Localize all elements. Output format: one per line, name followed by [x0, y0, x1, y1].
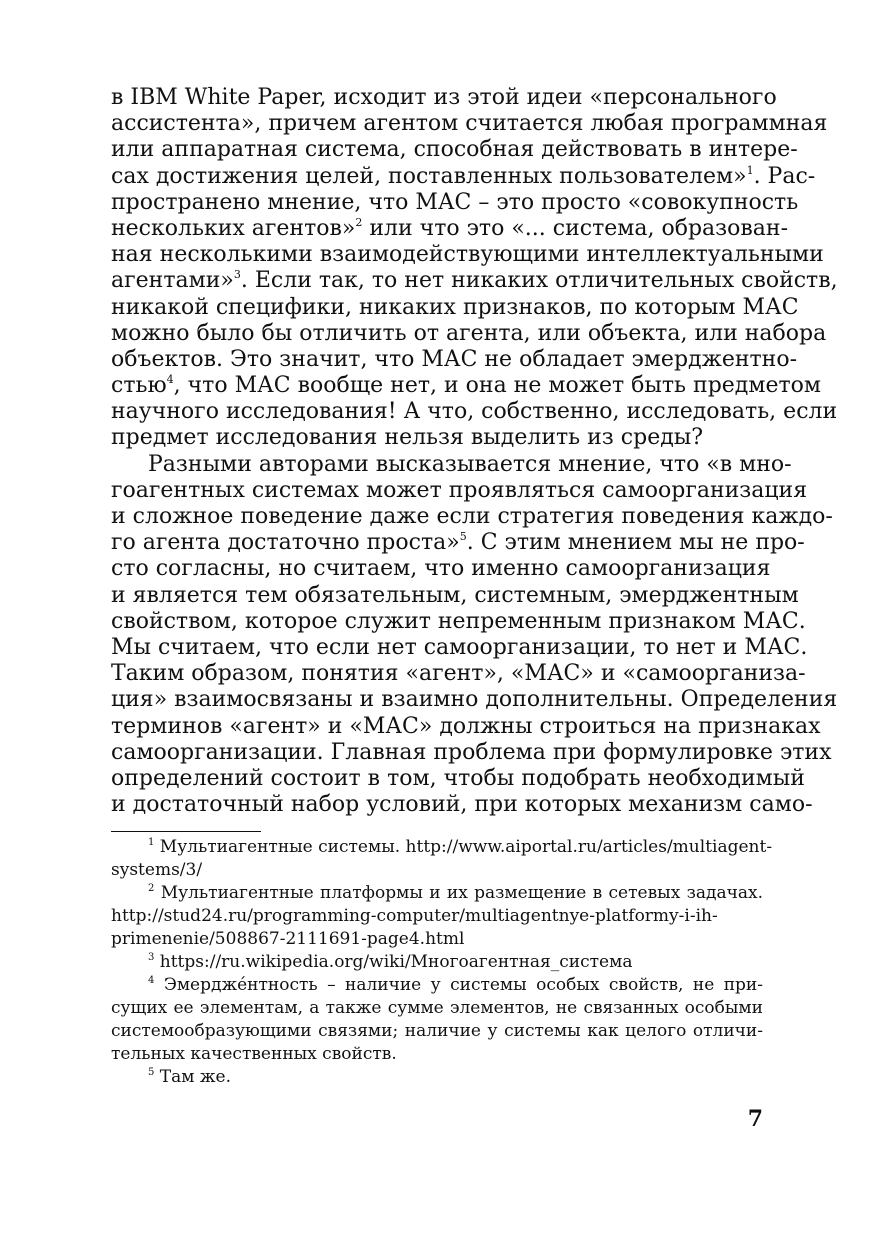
text-line	[111, 268, 838, 294]
footnote-number: 3	[148, 952, 155, 963]
text-line: можно было бы отличить от агента, или объекта, или набора	[111, 320, 827, 346]
text-line: терминов «агент» и «МАС» должны строиться на признаках	[111, 713, 821, 739]
page-number: 7	[747, 1106, 763, 1132]
text-line	[111, 373, 822, 399]
text-run: или что это «... система, образован-	[362, 215, 789, 241]
text-run: стью	[111, 373, 167, 399]
text-line: самоорганизации. Главная проблема при формулировке этих	[111, 739, 832, 765]
footnote-separator	[111, 831, 261, 832]
text-line: ная несколькими взаимодействующими интеллектуальными	[111, 242, 824, 268]
text-line: Мы считаем, что если нет самоорганизации, то нет и МАС.	[111, 634, 808, 660]
footnote-5	[111, 1066, 763, 1089]
text-line: ция» взаимосвязаны и взаимно дополнительны. Определения	[111, 687, 838, 713]
footnote-text: Мультиагентные платформы и их размещение в сетевых задачах.	[160, 883, 763, 903]
footnote-1-cont: systems/3/	[111, 860, 203, 880]
text-run: , что МАС вообще нет, и она не может быть предметом	[173, 373, 822, 399]
footnote-text: Эмерджéнтность – наличие у системы особых свойств, не при-	[163, 975, 764, 995]
footnote-number: 4	[148, 975, 155, 986]
footnote-text: Мультиагентные системы. http://www.aiportal.ru/articles/multiagent-	[159, 837, 773, 857]
footnote-ref-2: 2	[355, 215, 363, 229]
text-line: или аппаратная система, способная действовать в интере-	[111, 137, 798, 163]
footnote-ref-4: 4	[166, 373, 174, 387]
text-line: в IBM White Paper, исходит из этой идеи «персонального	[111, 85, 777, 110]
footnote-4-cont: тельных качественных свойств.	[111, 1044, 397, 1064]
text-run: агентами»	[111, 268, 234, 294]
text-line: Разными авторами высказывается мнение, что «в мно-	[148, 451, 792, 477]
footnote-number: 1	[148, 837, 155, 848]
text-line	[111, 215, 789, 242]
text-line: Таким образом, понятия «агент», «МАС» и «самоорганиза-	[111, 661, 806, 687]
footnote-2	[111, 882, 763, 905]
footnote-number: 5	[148, 1067, 155, 1078]
text-run: го агента достаточно проста»	[111, 530, 460, 556]
footnote-ref-1: 1	[746, 163, 754, 177]
text-run: . С этим мнением мы не про-	[466, 530, 805, 556]
text-run: нескольких агентов»	[111, 215, 356, 241]
text-line: ассистента», причем агентом считается любая программная	[111, 111, 828, 137]
footnote-ref-5: 5	[459, 530, 467, 544]
text-line: сто согласны, но считаем, что именно самоорганизация	[111, 556, 771, 582]
text-line: никакой специфики, никаких признаков, по которым МАС	[111, 294, 799, 320]
footnote-number: 2	[148, 883, 155, 894]
footnote-3	[111, 951, 763, 974]
text-line: объектов. Это значит, что МАС не обладает эмерджентно-	[111, 346, 798, 372]
footnotes	[111, 836, 773, 1089]
text-run: . Если так, то нет никаких отличительных свойств,	[240, 268, 838, 294]
text-line: определений состоит в том, чтобы подобрать необходимый	[111, 765, 805, 791]
footnote-text: https://ru.wikipedia.org/wiki/Многоагентная_система	[159, 952, 633, 972]
text-line: и является тем обязательным, системным, эмерджентным	[111, 582, 799, 608]
text-line: пространено мнение, что МАС – это просто «совокупность	[111, 189, 799, 215]
footnote-2-cont: primenenie/508867-2111691-page4.html	[111, 929, 465, 949]
footnote-ref-3: 3	[233, 268, 241, 282]
footnote-2-cont: http://stud24.ru/programming-computer/multiagentnye-platformy-i-ih-	[111, 906, 718, 926]
text-run: . Рас-	[753, 163, 816, 189]
text-line: и сложное поведение даже если стратегия поведения каждо-	[111, 504, 833, 529]
footnote-1	[111, 836, 773, 859]
footnote-4-cont: сущих ее элементам, а также сумме элементов, не связанных особыми	[111, 998, 763, 1018]
text-line	[111, 163, 816, 190]
footnote-4-cont: системообразующими связями; наличие у системы как целого отличи-	[111, 1021, 763, 1041]
text-line: научного исследования! А что, собственно, исследовать, если	[111, 399, 838, 425]
text-line: свойством, которое служит непременным признаком МАС.	[111, 608, 806, 634]
text-line: и достаточный набор условий, при которых механизм само-	[111, 792, 813, 818]
main-text	[111, 85, 838, 818]
text-line: гоагентных системах может проявляться самоорганизация	[111, 477, 808, 503]
text-line	[111, 530, 805, 556]
footnote-text: Там же.	[159, 1067, 231, 1087]
text-line: предмет исследования нельзя выделить из среды?	[111, 425, 704, 451]
text-run: сах достижения целей, поставленных пользователем»	[111, 163, 747, 189]
footnote-4	[111, 974, 763, 997]
